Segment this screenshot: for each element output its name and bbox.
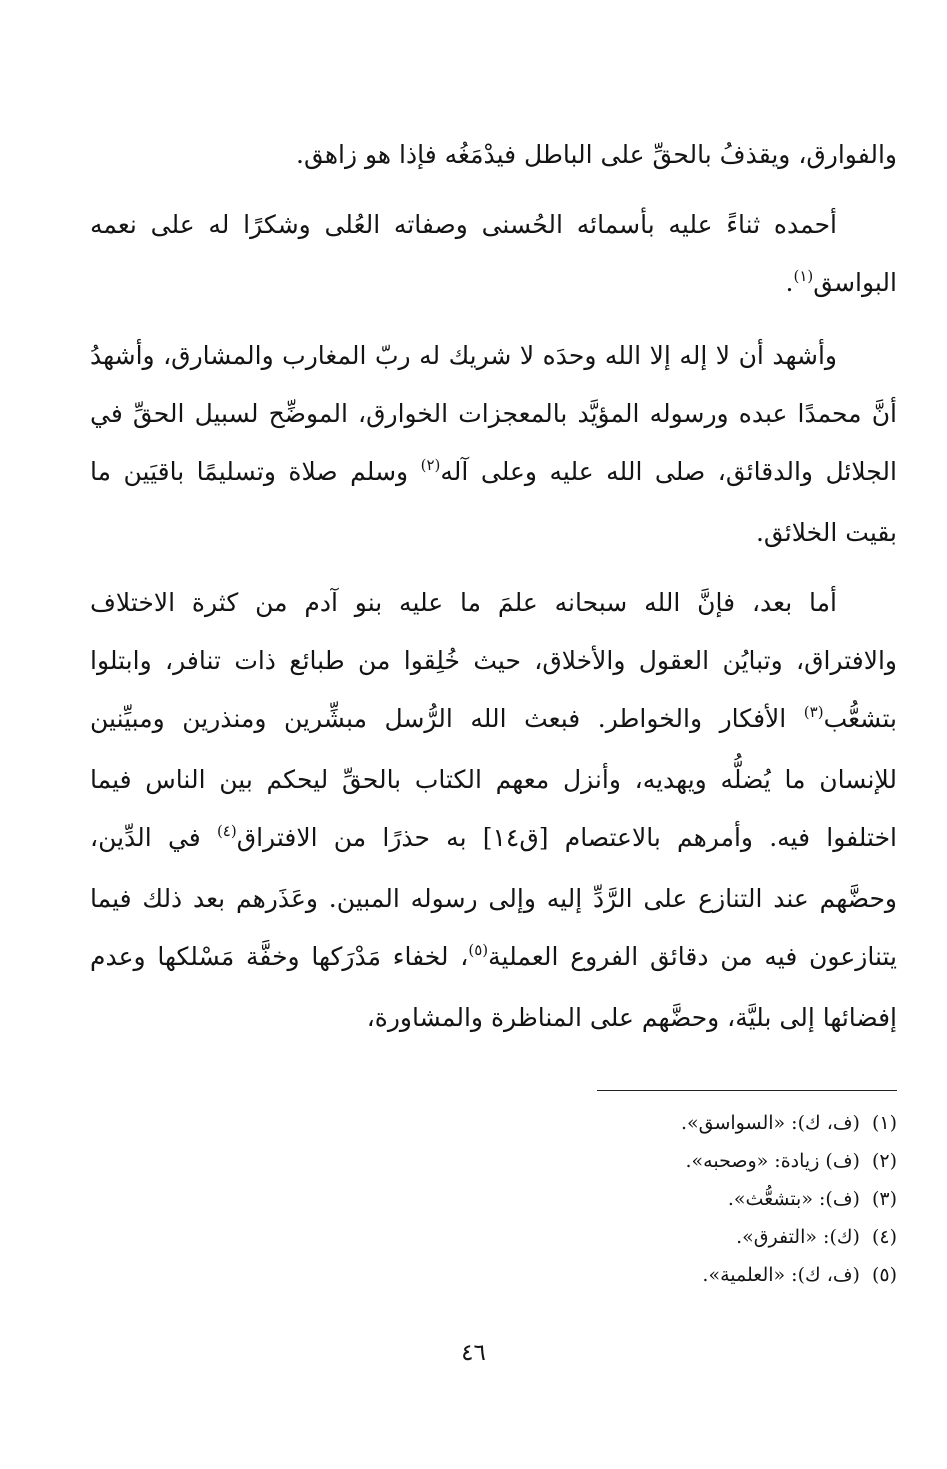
footnote-ref-1: (١) (793, 267, 814, 285)
footnote-number: (٥) (871, 1264, 897, 1286)
footnote-text: (ف): «بتشعُّث». (727, 1188, 860, 1210)
text-segment: وأشهد أن لا إله إلا الله وحدَه لا شريك له ربّ المغارب والمشارق، وأشهدُ أنَّ محمدًا عبده ورسوله المؤيَّد بالمعجزات الخوارق، الموضِّح لسبيل الحقِّ في الجلائل والدقائق، صلى الله عليه وعلى آله (90, 341, 897, 486)
footnote-text: (ف، ك): «العلمية». (702, 1264, 860, 1286)
paragraph-1 (90, 126, 897, 184)
footnote-number: (٣) (871, 1188, 897, 1210)
footnote-5 (397, 1256, 897, 1294)
footnote-text: (ك): «التفرق». (736, 1226, 860, 1248)
text-segment: الأفكار والخواطر. فبعث الله الرُّسل مبشِّرين ومنذرين ومبيِّنين للإنسان ما يُضلُّه ويهديه، وأنزل معهم الكتاب بالحقِّ ليحكم بين الناس فيما اختلفوا فيه. وأمرهم بالاعتصام [ق١٤] به حذرًا من الافتراق (90, 704, 897, 852)
footnote-text: (ف، ك): «السواسق». (680, 1112, 860, 1134)
footnote-ref-3: (٣) (803, 703, 824, 721)
text-segment: في الدِّين، وحضَّهم عند التنازع على الرَّدِّ إليه وإلى رسوله المبين. وعَذَرهم بعد ذلك فيما يتنازعون فيه من دقائق الفروع العملية (90, 823, 897, 971)
paragraph-3 (90, 327, 897, 562)
footnote-number: (٤) (871, 1226, 897, 1248)
main-text (90, 126, 897, 1059)
footnote-divider (597, 1090, 897, 1091)
footnote-3 (397, 1180, 897, 1218)
text-segment: والفوارق، ويقذفُ بالحقِّ على الباطل فيدْمَغُه فإذا هو زاهق. (296, 140, 897, 169)
page-number: ٤٦ (461, 1340, 486, 1366)
text-segment: ، لخفاء مَدْرَكها وخفَّة مَسْلكها وعدم إفضائها إلى بليَّة، وحضَّهم على المناظرة والمشاورة، (90, 942, 897, 1032)
footnotes (397, 1104, 897, 1294)
footnote-number: (١) (871, 1112, 897, 1134)
text-segment: . (785, 268, 794, 297)
footnote-ref-2: (٢) (420, 456, 441, 474)
text-segment: وسلم صلاة وتسليمًا باقيَين ما بقيت الخلائق. (90, 457, 897, 547)
footnote-ref-4: (٤) (216, 822, 237, 840)
paragraph-2 (90, 196, 897, 315)
footnote-1 (397, 1104, 897, 1142)
footnote-ref-5: (٥) (468, 941, 489, 959)
footnote-2 (397, 1142, 897, 1180)
text-segment: أحمده ثناءً عليه بأسمائه الحُسنى وصفاته العُلى وشكرًا له على نعمه البواسق (90, 210, 897, 297)
text-segment: أما بعد، فإنَّ الله سبحانه علمَ ما عليه بنو آدم من كثرة الاختلاف والافتراق، وتبايُن العقول والأخلاق، حيث خُلِقوا من طبائع ذات تنافر، وابتلوا بتشعُّب (90, 588, 897, 733)
footnote-text: (ف) زيادة: «وصحبه». (685, 1150, 860, 1172)
paragraph-4 (90, 574, 897, 1047)
footnote-4 (397, 1218, 897, 1256)
footnote-number: (٢) (871, 1150, 897, 1172)
